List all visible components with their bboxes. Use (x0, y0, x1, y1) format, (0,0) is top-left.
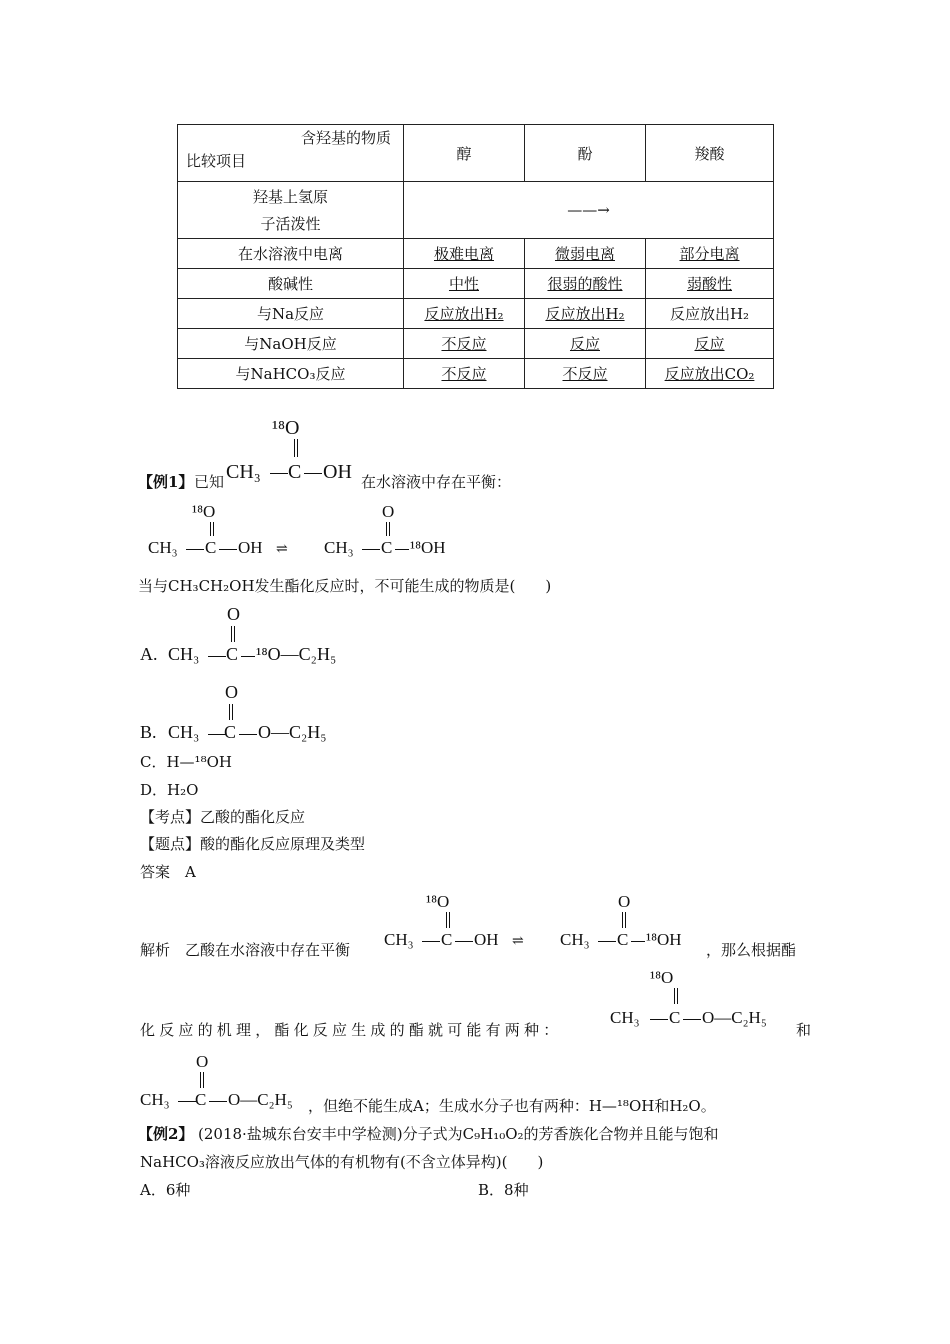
single-bond (186, 549, 204, 550)
double-bond (210, 522, 214, 536)
example1-tag: 【例1】 (138, 473, 194, 491)
table-cell: 反应放出H₂ (646, 299, 774, 329)
table-cell: 很弱的酸性 (525, 269, 646, 299)
header-top: 含羟基的物质 (300, 129, 391, 147)
o18-label: ¹⁸O (192, 502, 216, 521)
oh18-label: ¹⁸OH (410, 538, 446, 557)
oh18-label: ¹⁸OH (646, 930, 682, 949)
option-d: D．H₂O (140, 781, 199, 799)
example2-line1: (2018·盐城东台安丰中学检测)分子式为C₉H₁₀O₂的芳香族化合物并且能与饱和 (198, 1125, 719, 1143)
tidian: 【题点】酸的酯化反应原理及类型 (140, 835, 366, 853)
double-bond (231, 626, 235, 642)
o18-label: ¹⁸O (272, 417, 300, 439)
ch3-label: CH₃ (560, 930, 590, 949)
row-label: 酸碱性 (178, 269, 404, 299)
double-bond (386, 522, 390, 536)
o18-label: ¹⁸O (426, 892, 450, 911)
double-bond (200, 1072, 204, 1088)
activity-label-line1: 羟基上氢原 (252, 188, 328, 206)
ch3-label: CH₃ (168, 644, 200, 664)
single-bond (208, 656, 226, 657)
analysis-and: 和 (796, 1021, 812, 1039)
analysis-start: 解析 乙酸在水溶液中存在平衡 (140, 941, 351, 959)
example1-known: 已知 (194, 473, 225, 491)
single-bond (455, 941, 473, 942)
single-bond (239, 734, 257, 735)
ch3-label: CH₃ (140, 1090, 170, 1109)
example1-question: 当与CH₃CH₂OH发生酯化反应时，不可能生成的物质是( ) (138, 577, 552, 595)
single-bond (241, 656, 255, 657)
option-b-label: B. (140, 722, 157, 742)
equilibrium-arrow-icon: ⇌ (276, 542, 288, 557)
column-header: 酚 (525, 125, 646, 182)
table-cell: 中性 (404, 269, 525, 299)
table-cell: 不反应 (404, 359, 525, 389)
oh-label: OH (474, 930, 499, 949)
table-row (178, 269, 774, 299)
single-bond (362, 549, 380, 550)
o-label: O (227, 604, 240, 624)
example2-option-a: A．6种 (140, 1181, 191, 1199)
row-label: 与NaHCO₃反应 (178, 359, 404, 389)
table-row (178, 299, 774, 329)
single-bond (683, 1019, 701, 1020)
ethoxy-label: O—C₂H₅ (702, 1008, 767, 1027)
table-row (178, 182, 774, 239)
c-label: C (441, 930, 453, 949)
example2-option-b: B．8种 (478, 1181, 529, 1199)
single-bond (304, 473, 322, 474)
table-row (178, 329, 774, 359)
single-bond (598, 941, 616, 942)
option-a-structure (140, 602, 380, 668)
activity-arrow: ——→ (404, 182, 774, 239)
table-header-row (178, 125, 774, 182)
c-label: C (669, 1008, 681, 1027)
table-cell: 不反应 (525, 359, 646, 389)
c-label: C (195, 1090, 207, 1109)
acetic-acid-18o-structure (226, 415, 362, 491)
table-cell: 反应 (525, 329, 646, 359)
answer: 答案 A (140, 863, 196, 881)
example2-tag: 【例2】 (138, 1125, 194, 1143)
c-label: C (205, 538, 217, 557)
single-bond (178, 1101, 196, 1102)
single-bond (209, 1101, 227, 1102)
oh-label: OH (238, 538, 263, 557)
example2-line2: NaHCO₃溶液反应放出气体的有机物有(不含立体异构)( ) (140, 1153, 544, 1171)
double-bond (674, 988, 678, 1004)
table-cell: 不反应 (404, 329, 525, 359)
o-label: O (618, 892, 631, 911)
option-c: C．H—¹⁸OH (140, 753, 232, 771)
header-bottom: 比较项目 (186, 152, 247, 170)
o-label: O (382, 502, 395, 521)
column-header: 醇 (404, 125, 525, 182)
oh-label: OH (323, 461, 352, 483)
ch3-label: CH₃ (226, 461, 261, 483)
row-label (178, 182, 404, 239)
table-cell: 部分电离 (646, 239, 774, 269)
c-label: C (617, 930, 629, 949)
example1-in-water: 在水溶液中存在平衡： (361, 473, 512, 491)
ethoxy-label: O—C₂H₅ (258, 722, 327, 742)
column-header: 羧酸 (646, 125, 774, 182)
single-bond (650, 1019, 668, 1020)
table-row (178, 359, 774, 389)
o18-ethyl-label: ¹⁸O—C₂H₅ (256, 644, 337, 664)
table-diagonal-header (178, 125, 404, 182)
activity-label-line2: 子活泼性 (260, 215, 321, 233)
table-cell: 弱酸性 (646, 269, 774, 299)
row-label: 在水溶液中电离 (178, 239, 404, 269)
single-bond (395, 549, 409, 550)
single-bond (219, 549, 237, 550)
table-row (178, 239, 774, 269)
o-label: O (225, 682, 238, 702)
option-b-structure (140, 680, 380, 746)
ch3-label: CH₃ (610, 1008, 640, 1027)
double-bond (229, 704, 233, 720)
single-bond (270, 473, 288, 474)
analysis-line2: 化反应的机理，酯化反应生成的酯就可能有两种： (140, 1021, 563, 1039)
comparison-table (177, 124, 774, 389)
ch3-label: CH₃ (148, 538, 178, 557)
ester-18o-structure (610, 966, 800, 1032)
analysis-equilibrium-structure (384, 890, 704, 956)
o-label: O (196, 1052, 209, 1071)
table-cell: 反应 (646, 329, 774, 359)
ch3-label: CH₃ (384, 930, 414, 949)
c-label: C (226, 644, 239, 664)
o18-label: ¹⁸O (650, 968, 674, 987)
table-cell: 反应放出H₂ (525, 299, 646, 329)
table-cell: 反应放出CO₂ (646, 359, 774, 389)
ester-structure (140, 1050, 310, 1116)
c-label: C (288, 461, 302, 483)
double-bond (294, 439, 298, 457)
single-bond (422, 941, 440, 942)
kaodian: 【考点】乙酸的酯化反应 (140, 808, 306, 826)
option-a-label: A. (140, 644, 158, 664)
table-cell: 微弱电离 (525, 239, 646, 269)
equilibrium-arrow-icon: ⇌ (512, 934, 524, 949)
row-label: 与NaOH反应 (178, 329, 404, 359)
row-label: 与Na反应 (178, 299, 404, 329)
table-cell: 反应放出H₂ (404, 299, 525, 329)
table-cell: 极难电离 (404, 239, 525, 269)
ch3-label: CH₃ (324, 538, 354, 557)
c-label: C (381, 538, 393, 557)
double-bond (622, 912, 626, 928)
equilibrium-structure (148, 500, 468, 562)
c-label: C (224, 722, 237, 742)
double-bond (446, 912, 450, 928)
ethoxy-label: O—C₂H₅ (228, 1090, 293, 1109)
analysis-end: ，但绝不能生成A；生成水分子也有两种：H—¹⁸OH和H₂O。 (308, 1097, 716, 1115)
analysis-cont1: ，那么根据酯 (706, 941, 797, 959)
single-bond (631, 941, 645, 942)
ch3-label: CH₃ (168, 722, 200, 742)
